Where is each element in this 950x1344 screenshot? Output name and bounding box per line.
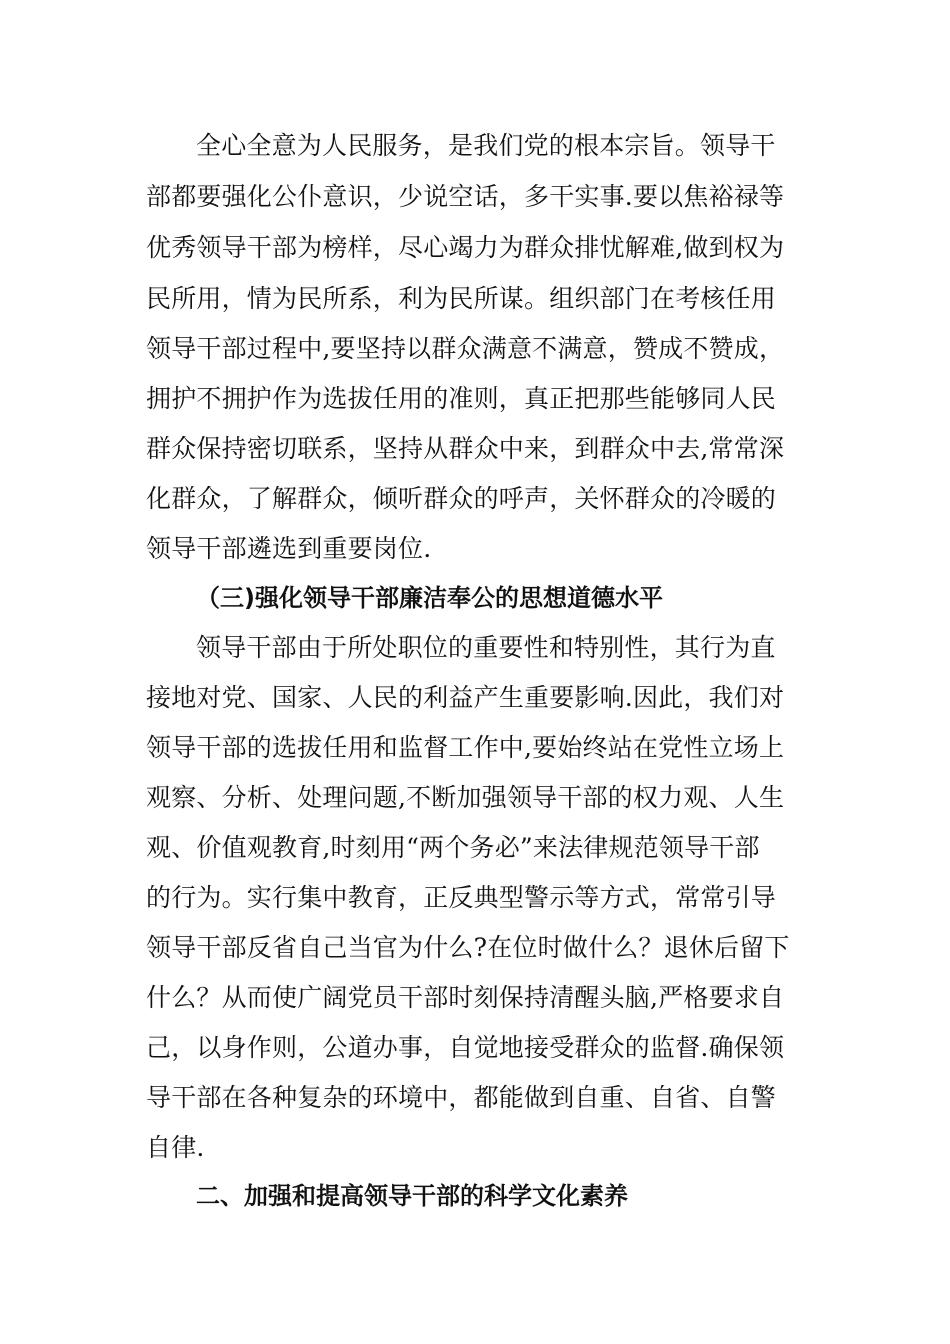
paragraph-line: 接地对党、国家、人民的利益产生重要影响.因此，我们对 [146, 683, 785, 712]
paragraph-line: 群众保持密切联系，坚持从群众中来，到群众中去,常常深 [146, 434, 785, 463]
paragraph-line: 领导干部遴选到重要岗位. [146, 534, 432, 563]
paragraph-line: 观、价值观教育,时刻用“两个务必”来法律规范领导干部 [146, 833, 760, 862]
paragraph-line: 全心全意为人民服务，是我们党的根本宗旨。领导干 [196, 131, 776, 160]
paragraph-line: 的行为。实行集中教育，正反典型警示等方式，常常引导 [146, 883, 777, 912]
paragraph-line: 优秀领导干部为榜样，尽心竭力为群众排忧解难,做到权为 [146, 233, 785, 262]
paragraph-line: 民所用，情为民所系，利为民所谋。组织部门在考核任用 [146, 284, 777, 313]
paragraph-line: 拥护不拥护作为选拔任用的准则，真正把那些能够同人民 [146, 384, 777, 413]
paragraph-line: 导干部在各种复杂的环境中，都能做到自重、自省、自警 [146, 1083, 777, 1112]
paragraph-line: 领导干部反省自己当官为什么?在位时做什么？退休后留下 [146, 933, 790, 962]
section-heading-2: 二、加强和提高领导干部的科学文化素养 [196, 1182, 628, 1210]
paragraph-line: 领导干部过程中,要坚持以群众满意不满意，赞成不赞成， [146, 334, 785, 363]
section-heading-3: （三)强化领导干部廉洁奉公的思想道德水平 [196, 584, 663, 612]
paragraph-line: 己，以身作则，公道办事，自觉地接受群众的监督.确保领 [146, 1033, 785, 1062]
paragraph-line: 领导干部由于所处职位的重要性和特别性，其行为直 [196, 633, 776, 662]
paragraph-line: 化群众，了解群众，倾听群众的呼声，关怀群众的冷暖的 [146, 484, 777, 513]
paragraph-line: 领导干部的选拔任用和监督工作中,要始终站在党性立场上 [146, 733, 785, 762]
paragraph-line: 观察、分析、处理问题,不断加强领导干部的权力观、人生 [146, 783, 785, 812]
paragraph-line: 什么？从而使广阔党员干部时刻保持清醒头脑,严格要求自 [146, 983, 785, 1012]
paragraph-line: 部都要强化公仆意识，少说空话，多干实事.要以焦裕禄等 [146, 182, 785, 211]
paragraph-line: 自律. [146, 1133, 205, 1162]
